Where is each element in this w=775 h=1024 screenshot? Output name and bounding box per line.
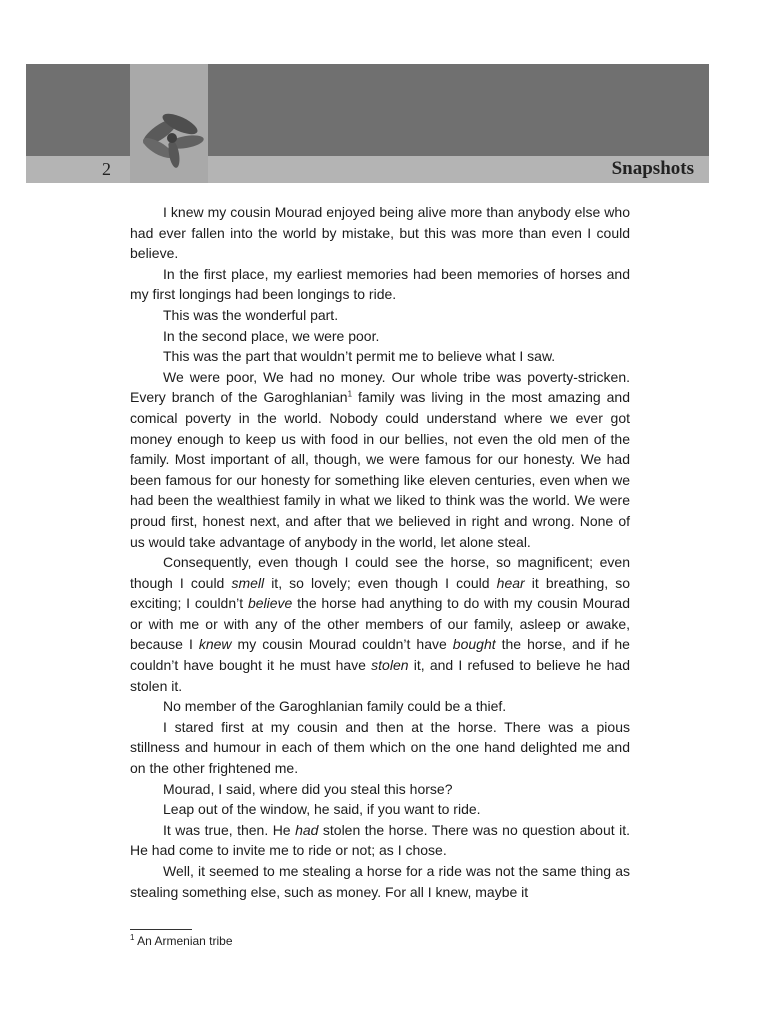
paragraph-11: Leap out of the window, he said, if you want to ride. [163,801,481,818]
paragraph-4: In the second place, we were poor. [163,327,380,344]
paragraph-2: In the first place, my earliest memories had been memories of horses and my first longings had been longings to ride. [130,265,630,303]
footnote-marker: 1 [130,933,135,942]
paragraph-7-part-g: it, and I refused to believe he had stolen it. [130,657,630,694]
emphasis-hear: hear [496,574,525,591]
paragraph-7-part-e: my cousin Mourad couldn’t have [231,636,453,653]
paragraph-1: I knew my cousin Mourad enjoyed being alive more than anybody else who had ever fallen into the world by mistake, but this was more than even I could believe. [130,204,630,262]
paragraph-6-part-a: We were poor, We had no money. Our whole tribe was poverty-stricken. Every branch of the Garoghlanian [130,368,630,406]
paragraph-12-part-a: It was true, then. He [163,821,296,838]
emphasis-had: had [295,821,319,838]
emphasis-knew: knew [198,636,232,653]
story-text [130,202,630,902]
emphasis-believe: believe [247,595,293,612]
paragraph-8: No member of the Garoghlanian family could be a thief. [163,698,507,715]
page-number: 2 [102,159,111,179]
paragraph-6-part-b: family was living in the most amazing and comical poverty in the world. Nobody could understand where we ever got money enough to keep us with food in our bellies, not even the old men of the family. Most important of all, though, we were famous for our honesty. We had been famous for our honesty for something like eleven centuries, even when we had been the wealthiest family in what we liked to think was the world. We were proud first, honest next, and after that we believed in right and wrong. None of us would take advantage of anybody in the world, let alone steal. [130,389,630,550]
emphasis-smell: smell [231,574,265,591]
paragraph-7-part-a: Consequently, even though I could see the horse, so magnificent; even though I could [130,554,630,591]
paragraph-3: This was the wonderful part. [163,306,339,323]
header-dark-bar [26,64,709,156]
header-title-band [26,156,709,183]
footnote-divider [130,929,192,930]
paragraph-12 [130,820,630,861]
flower-image [130,64,208,183]
book-title: Snapshots [611,158,694,179]
emphasis-bought: bought [452,636,496,653]
paragraph-12-part-b: stolen the horse. There was no question about it. He had come to invite me to ride or not; as I chose. [130,821,630,859]
paragraph-5: This was the part that wouldn’t permit me to believe what I saw. [163,348,556,365]
footnote [130,934,233,949]
emphasis-stolen: stolen [371,657,409,674]
footnote-reference: 1 [347,389,353,399]
paragraph-7-part-c: it breathing, so exciting; I couldn’t [130,574,631,612]
paragraph-9: I stared first at my cousin and then at the horse. There was a pious stillness and humour in each of them which on the one hand delighted me and on the other frightened me. [130,718,630,777]
paragraph-7-part-d: the horse had anything to do with my cousin Mourad or with me or with any of the other members of our family, asleep or awake, because I [130,595,630,653]
footnote-text: An Armenian tribe [134,934,233,948]
paragraph-6 [130,367,630,552]
paragraph-13: Well, it seemed to me stealing a horse for a ride was not the same thing as stealing something else, such as money. For all I knew, maybe it [130,863,630,900]
paragraph-10: Mourad, I said, where did you steal this horse? [163,780,453,797]
paragraph-7-part-f: the horse, and if he couldn’t have bought it he must have [130,636,630,674]
flower-icon [130,64,208,183]
paragraph-7 [130,552,630,696]
paragraph-7-part-b: it, so lovely; even though I could [264,574,497,591]
